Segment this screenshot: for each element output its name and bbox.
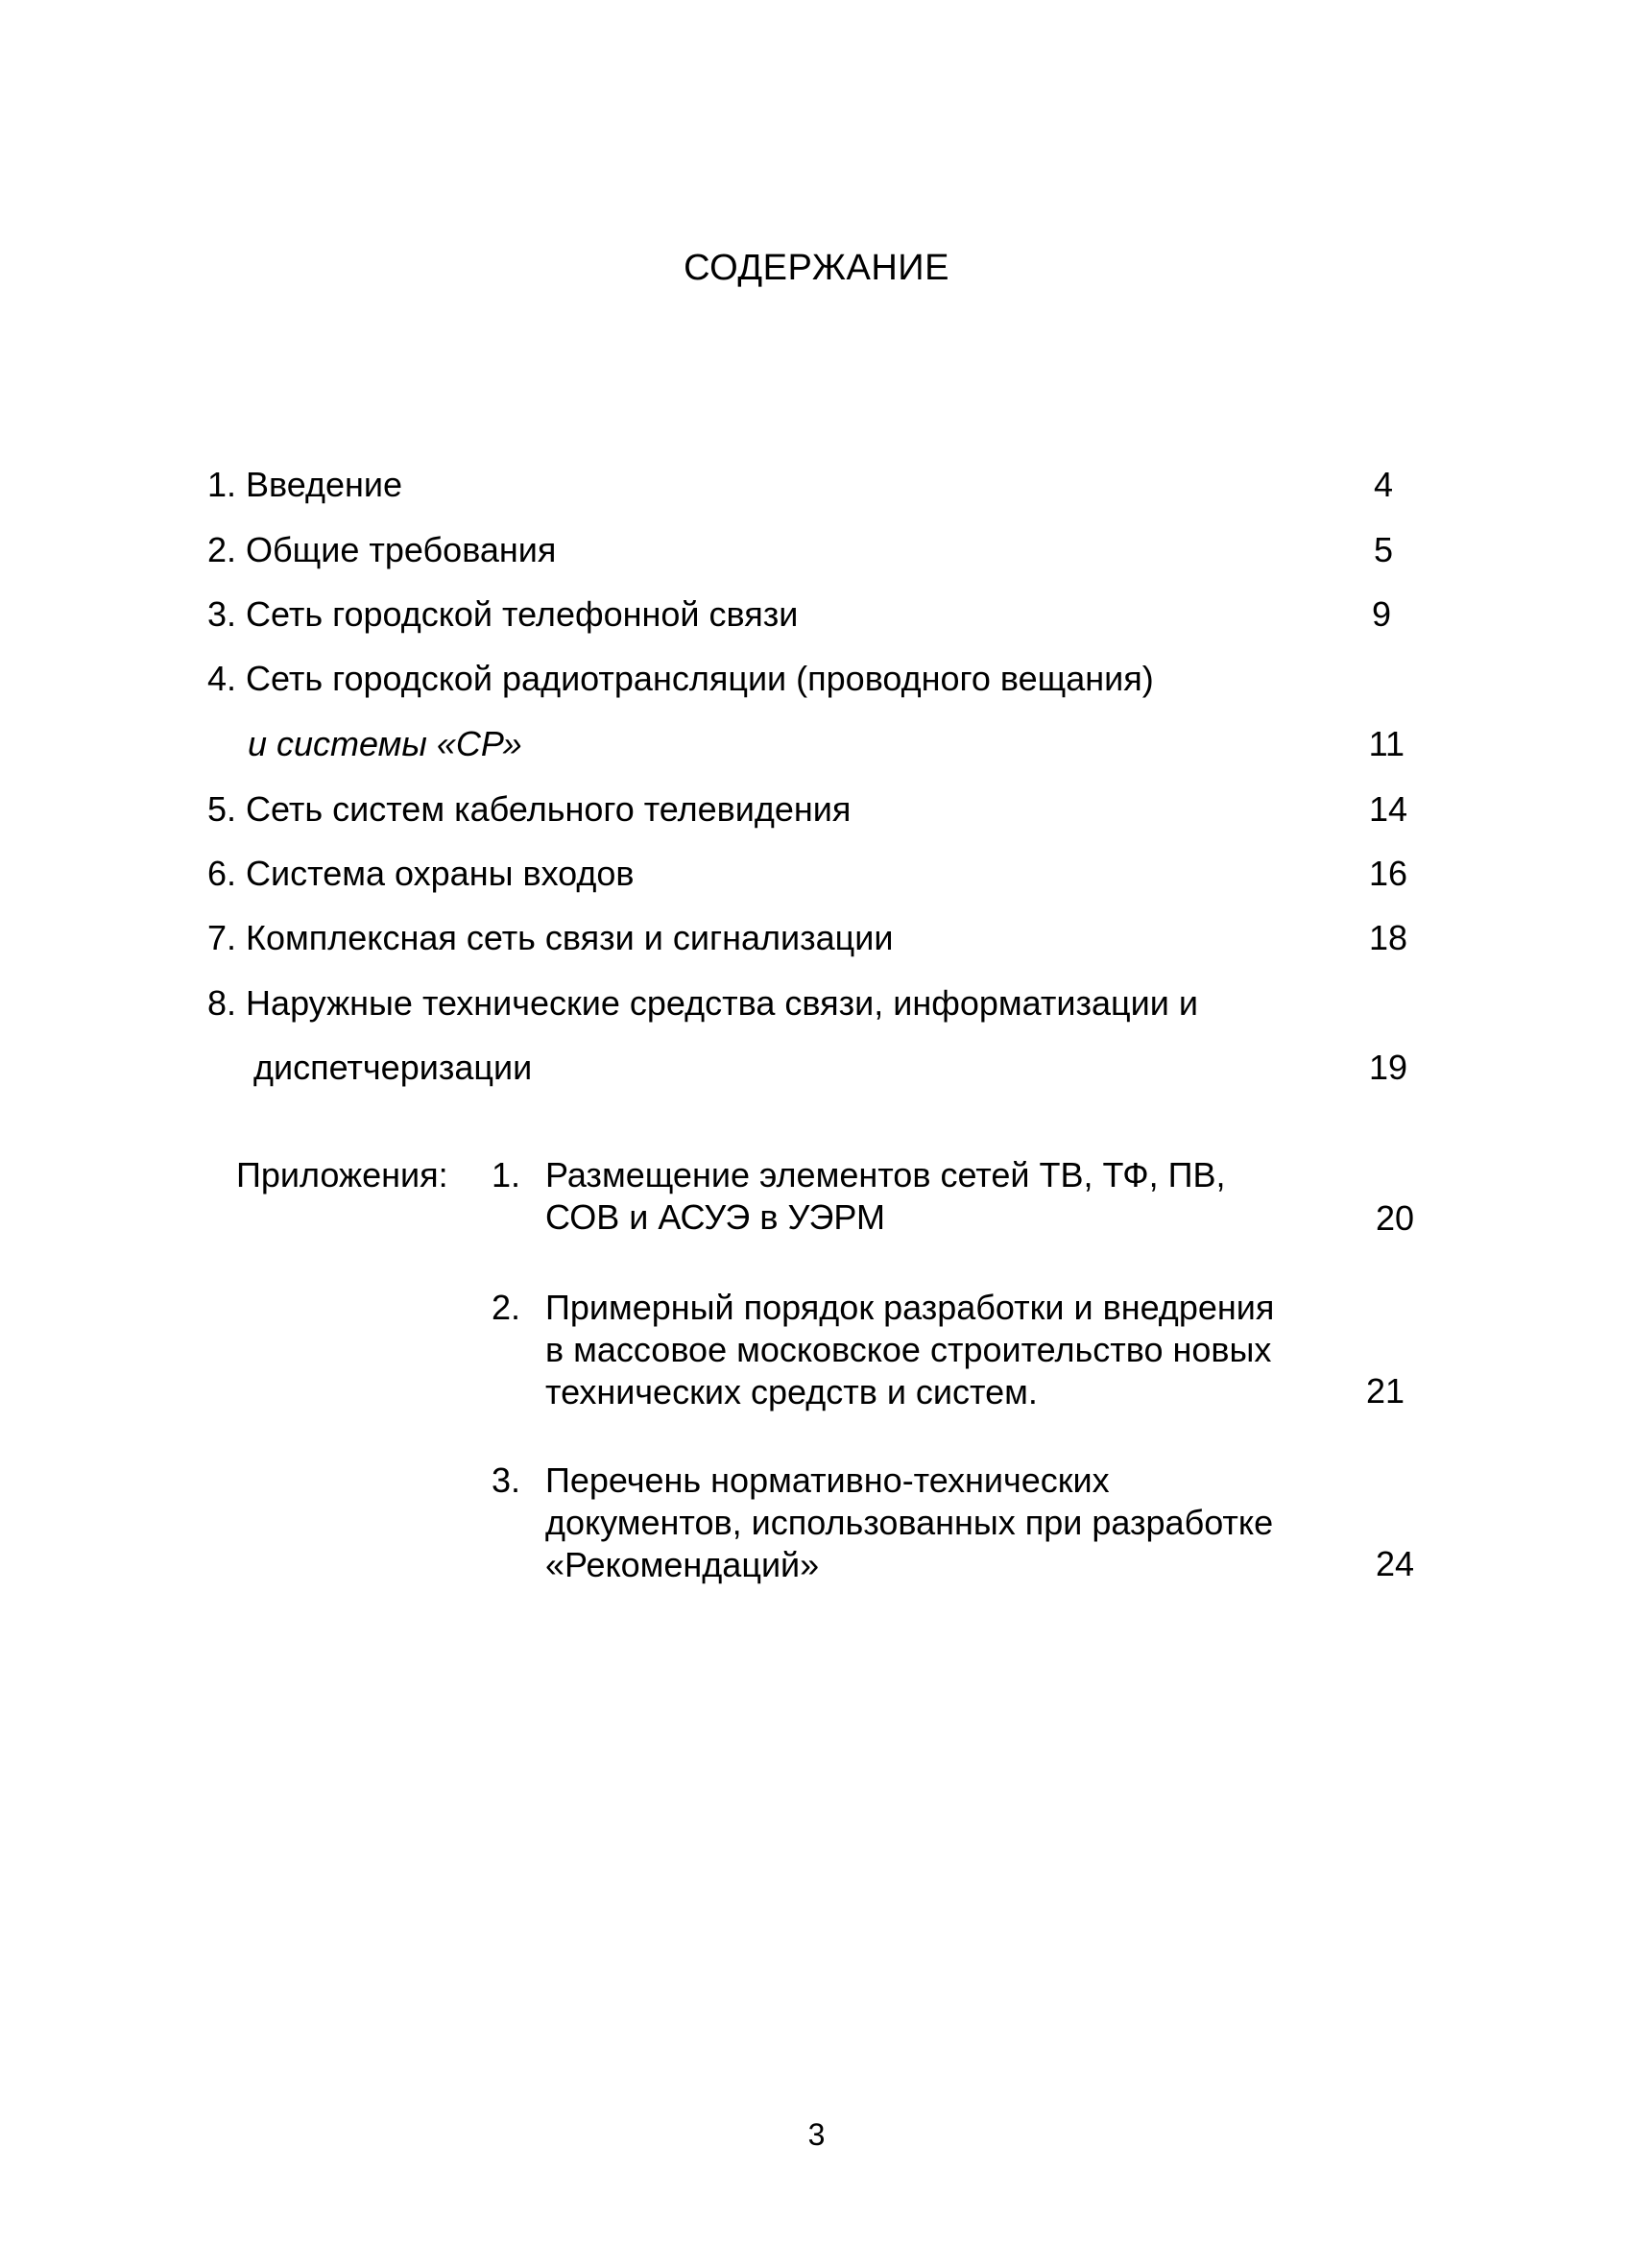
toc-page-5: 14 <box>1368 789 1407 829</box>
appendix-1-text: Размещение элементов сетей ТВ, ТФ, ПВ, СОВ и АСУЭ в УЭРМ <box>545 1155 1226 1237</box>
toc-entry-8: 8. Наружные технические средства связи, информатизации и <box>207 983 1198 1023</box>
appendices-label: Приложения: <box>236 1155 448 1194</box>
appendix-1-number: 1. <box>492 1155 521 1194</box>
toc-page-2: 5 <box>1373 530 1393 569</box>
appendix-2-page: 21 <box>1365 1371 1405 1411</box>
page-title: СОДЕРЖАНИЕ <box>684 248 949 288</box>
toc-entry-7: 7. Комплексная сеть связи и сигнализации <box>207 918 894 957</box>
toc-entry-8-continuation: диспетчеризации <box>253 1048 533 1087</box>
page-number: 3 <box>807 2117 826 2152</box>
appendix-2-number: 2. <box>492 1288 521 1327</box>
toc-entry-3: 3. Сеть городской телефонной связи <box>207 594 799 634</box>
appendix-3-number: 3. <box>492 1460 521 1500</box>
toc-entry-4-continuation: и системы «СР» <box>248 724 522 763</box>
appendix-1-page: 20 <box>1375 1198 1414 1238</box>
toc-page-7: 18 <box>1368 918 1407 957</box>
toc-entry-1: 1. Введение <box>207 465 403 504</box>
appendix-3-text: Перечень нормативно-технических документов, использованных при разработке «Рекомендаций» <box>545 1460 1274 1584</box>
toc-entry-5: 5. Сеть систем кабельного телевидения <box>207 789 852 829</box>
toc-entry-2: 2. Общие требования <box>207 530 557 569</box>
toc-page-6: 16 <box>1368 854 1407 893</box>
toc-entry-4: 4. Сеть городской радиотрансляции (проводного вещания) <box>207 659 1154 698</box>
toc-entry-6: 6. Система охраны входов <box>207 854 635 893</box>
appendix-2-text: Примерный порядок разработки и внедрения в массовое московское строительство новых технических средств и систем. <box>545 1288 1275 1411</box>
toc-page-4: 11 <box>1368 724 1405 763</box>
appendix-3-page: 24 <box>1375 1544 1414 1583</box>
toc-page-3: 9 <box>1371 594 1391 634</box>
toc-page-1: 4 <box>1373 465 1393 504</box>
toc-page-8: 19 <box>1368 1048 1407 1087</box>
